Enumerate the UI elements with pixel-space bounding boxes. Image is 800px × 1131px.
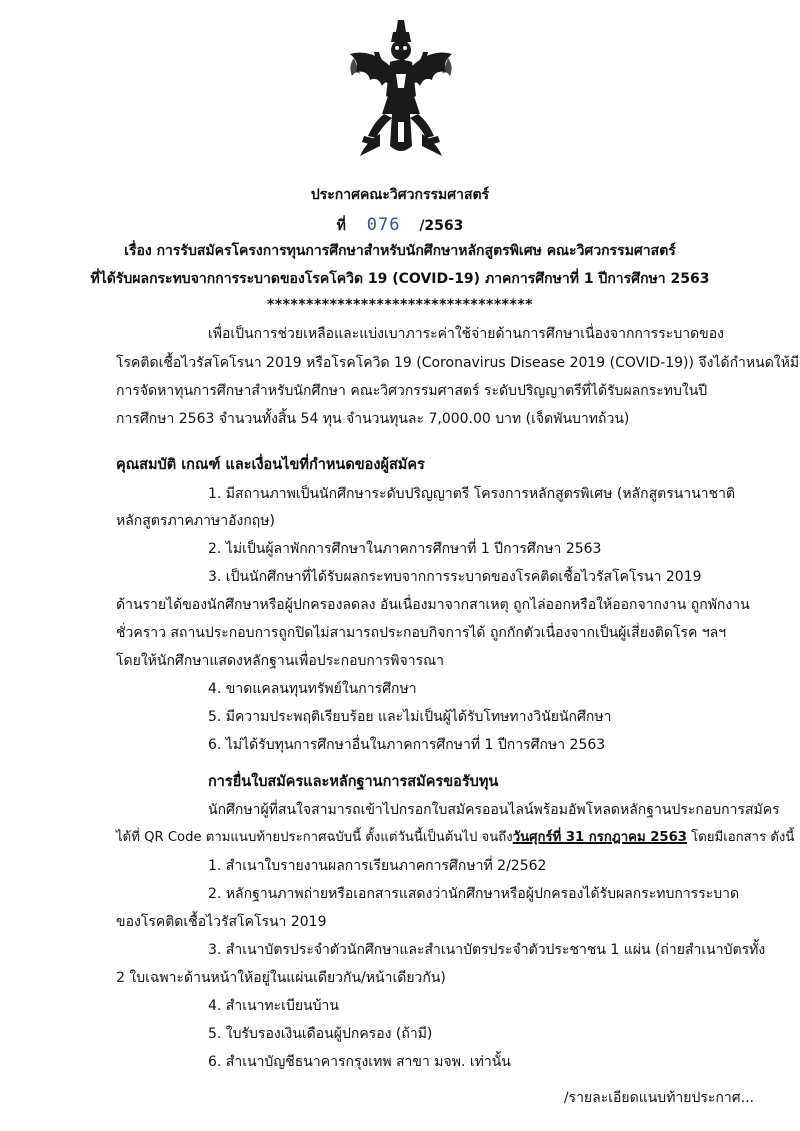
- qualification-item-3-line-2: ด้านรายได้ของนักศึกษาหรือผู้ปกครองลดลง อันเนื่องมาจากสาเหตุ ถูกไล่ออกหรือให้ออกจากงาน ถูกพักงาน: [116, 597, 750, 613]
- intro-line-4: การศึกษา 2563 จำนวนทั้งสิ้น 54 ทุน จำนวนทุนละ 7,000.00 บาท (เจ็ดพันบาทถ้วน): [116, 411, 630, 427]
- document-item-3-line-2: 2 ใบเฉพาะด้านหน้าให้อยู่ในแผ่นเดียวกัน/หน้าเดียวกัน): [116, 970, 446, 986]
- application-deadline: วันศุกร์ที่ 31 กรกฎาคม 2563: [512, 830, 687, 845]
- intro-line-1: เพื่อเป็นการช่วยเหลือและแบ่งเบาภาระค่าใช้จ่ายด้านการศึกษาเนื่องจากการระบาดของ: [208, 326, 724, 342]
- document-item-6: 6. สำเนาบัญชีธนาคารกรุงเทพ สาขา มจพ. เท่านั้น: [208, 1054, 511, 1070]
- qualification-item-1-line-1: 1. มีสถานภาพเป็นนักศึกษาระดับปริญญาตรี โครงการหลักสูตรพิเศษ (หลักสูตรนานาชาติ: [208, 486, 736, 502]
- application-heading: การยื่นใบสมัครและหลักฐานการสมัครขอรับทุน: [208, 774, 499, 790]
- number-prefix: ที่: [336, 218, 346, 234]
- document-item-3-line-1: 3. สำเนาบัตรประจำตัวนักศึกษาและสำเนาบัตรประจำตัวประชาชน 1 แผ่น (ถ่ายสำเนาบัตรทั้ง: [208, 942, 766, 958]
- document-item-4: 4. สำเนาทะเบียนบ้าน: [208, 998, 339, 1014]
- application-para-line-1: นักศึกษาผู้ที่สนใจสามารถเข้าไปกรอกใบสมัครออนไลน์พร้อมอัพโหลดหลักฐานประกอบการสมัคร: [208, 802, 780, 818]
- number-suffix: /2563: [419, 218, 464, 234]
- application-para-line-2-start: ได้ที่ QR Code ตามแนบท้ายประกาศฉบับนี้ ตั้งแต่วันนี้เป็นต้นไป จนถึง: [116, 830, 513, 845]
- garuda-emblem-icon: [346, 18, 456, 168]
- subject-line-1: เรื่อง การรับสมัครโครงการทุนการศึกษาสำหรับนักศึกษาหลักสูตรพิเศษ คณะวิศวกรรมศาสตร์: [124, 243, 676, 259]
- qualifications-heading: คุณสมบัติ เกณฑ์ และเงื่อนไขที่กำหนดของผู้สมัคร: [116, 457, 425, 473]
- application-para-line-2-end: โดยมีเอกสาร ดังนี้: [686, 830, 795, 845]
- intro-line-2: โรคติดเชื้อไวรัสโคโรนา 2019 หรือโรคโควิด 19 (Coronavirus Disease 2019 (COVID-19)) จึงได้กำหนดให้มี: [116, 355, 800, 371]
- document-item-2-line-1: 2. หลักฐานภาพถ่ายหรือเอกสารแสดงว่านักศึกษาหรือผู้ปกครองได้รับผลกระทบการระบาด: [208, 886, 740, 902]
- qualification-item-3-line-3: ชั่วคราว สถานประกอบการถูกปิดไม่สามารถประกอบกิจการได้ ถูกกักตัวเนื่องจากเป็นผู้เสี่ยงติดโรค ฯลฯ: [116, 625, 727, 641]
- document-item-5: 5. ใบรับรองเงินเดือนผู้ปกครอง (ถ้ามี): [208, 1026, 433, 1042]
- announcement-title: ประกาศคณะวิศวกรรมศาสตร์: [310, 187, 490, 203]
- qualification-item-2: 2. ไม่เป็นผู้ลาพักการศึกษาในภาคการศึกษาที่ 1 ปีการศึกษา 2563: [208, 541, 602, 557]
- intro-line-3: การจัดหาทุนการศึกษาสำหรับนักศึกษา คณะวิศวกรรมศาสตร์ ระดับปริญญาตรีที่ได้รับผลกระทบในปี: [116, 383, 708, 399]
- document-item-2-line-2: ของโรคติดเชื้อไวรัสโคโรนา 2019: [116, 914, 327, 930]
- continued-note: /รายละเอียดแนบท้ายประกาศ...: [563, 1090, 754, 1106]
- handwritten-number: 076: [366, 215, 401, 235]
- qualification-item-3-line-1: 3. เป็นนักศึกษาที่ได้รับผลกระทบจากการระบาดของโรคติดเชื้อไวรัสโคโรนา 2019: [208, 569, 702, 585]
- announcement-number: [0, 216, 800, 235]
- qualification-item-5: 5. มีความประพฤติเรียบร้อย และไม่เป็นผู้ได้รับโทษทางวินัยนักศึกษา: [208, 709, 612, 725]
- qualification-item-1-line-2: หลักสูตรภาคภาษาอังกฤษ): [116, 513, 275, 529]
- divider-stars: **********************************: [267, 297, 533, 313]
- qualification-item-6: 6. ไม่ได้รับทุนการศึกษาอื่นในภาคการศึกษาที่ 1 ปีการศึกษา 2563: [208, 737, 606, 753]
- qualification-item-4: 4. ขาดแคลนทุนทรัพย์ในการศึกษา: [208, 681, 417, 697]
- qualification-item-3-line-4: โดยให้นักศึกษาแสดงหลักฐานเพื่อประกอบการพิจารณา: [116, 653, 444, 669]
- subject-line-2: ที่ได้รับผลกระทบจากการระบาดของโรคโควิด 19 (COVID-19) ภาคการศึกษาที่ 1 ปีการศึกษา 2563: [90, 271, 710, 287]
- application-para-line-2: [116, 829, 794, 847]
- document-item-1: 1. สำเนาใบรายงานผลการเรียนภาคการศึกษาที่ 2/2562: [208, 858, 547, 874]
